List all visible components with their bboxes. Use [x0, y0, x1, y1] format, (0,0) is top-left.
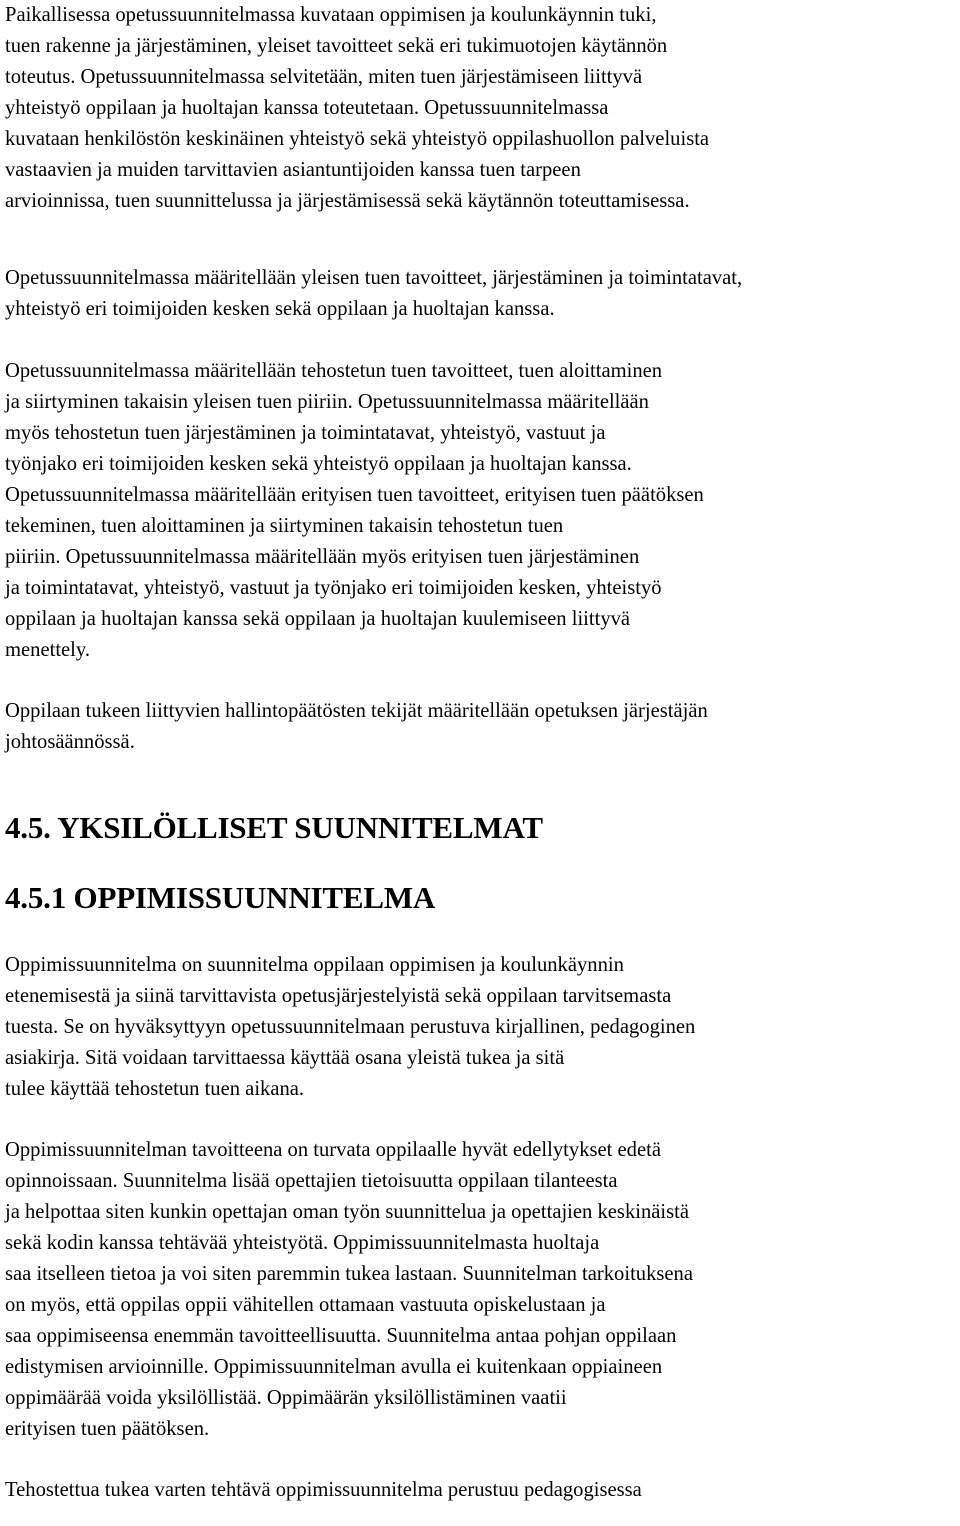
text-line: menettely. — [5, 639, 91, 661]
text-line: sekä kodin kanssa tehtävää yhteistyötä. Oppimissuunnitelmasta huoltaja — [5, 1232, 600, 1254]
text-line: oppilaan ja huoltajan kanssa sekä oppilaan ja huoltajan kuulemiseen liittyvä — [5, 608, 631, 630]
section-spacer — [5, 846, 957, 880]
text-line: Tehostettua tukea varten tehtävä oppimissuunnitelma perustuu pedagogisessa — [5, 1479, 642, 1501]
document-page — [5, 0, 957, 1506]
text-line: erityisen tuen päätöksen. — [5, 1418, 210, 1440]
text-line: Paikallisessa opetussuunnitelmassa kuvataan oppimisen ja koulunkäynnin tuki, — [5, 4, 657, 26]
text-line: asiakirja. Sitä voidaan tarvittaessa käyttää osana yleistä tukea ja sitä — [5, 1047, 565, 1069]
text-line: tuesta. Se on hyväksyttyyn opetussuunnitelmaan perustuva kirjallinen, pedagoginen — [5, 1016, 696, 1038]
text-line: arvioinnissa, tuen suunnittelussa ja järjestämisessä sekä käytännön toteuttamisessa. — [5, 190, 690, 212]
paragraph-intensified-plan — [5, 1475, 957, 1506]
text-line: edistymisen arvioinnille. Oppimissuunnitelman avulla ei kuitenkaan oppiaineen — [5, 1356, 663, 1378]
text-line: Opetussuunnitelmassa määritellään yleisen tuen tavoitteet, järjestäminen ja toimintatavat, — [5, 267, 743, 289]
text-line: työnjako eri toimijoiden kesken sekä yhteistyö oppilaan ja huoltajan kanssa. — [5, 453, 632, 475]
text-line: Opetussuunnitelmassa määritellään erityisen tuen tavoitteet, erityisen tuen päätöksen — [5, 484, 704, 506]
text-line: johtosäännössä. — [5, 731, 135, 753]
text-line: tekeminen, tuen aloittaminen ja siirtyminen takaisin tehostetun tuen — [5, 515, 564, 537]
paragraph-intensified-special-support — [5, 356, 957, 666]
text-line: piiriin. Opetussuunnitelmassa määritellään myös erityisen tuen järjestäminen — [5, 546, 640, 568]
paragraph-spacer — [5, 217, 957, 263]
text-line: Oppilaan tukeen liittyvien hallintopäätösten tekijät määritellään opetuksen järjestäjän — [5, 700, 708, 722]
text-line: ja siirtyminen takaisin yleisen tuen piiriin. Opetussuunnitelmassa määritellään — [5, 391, 649, 413]
paragraph-spacer — [5, 666, 957, 696]
text-line: on myös, että oppilas oppii vähitellen ottamaan vastuuta opiskelustaan ja — [5, 1294, 606, 1316]
text-line: Oppimissuunnitelman tavoitteena on turvata oppilaalle hyvät edellytykset edetä — [5, 1139, 661, 1161]
text-line: toteutus. Opetussuunnitelmassa selvitetään, miten tuen järjestämiseen liittyvä — [5, 66, 643, 88]
text-line: saa itselleen tietoa ja voi siten paremmin tukea lastaan. Suunnitelman tarkoituksena — [5, 1263, 693, 1285]
text-line: vastaavien ja muiden tarvittavien asiantuntijoiden kanssa tuen tarpeen — [5, 159, 581, 181]
subsection-heading: 4.5.1 OPPIMISSUUNNITELMA — [5, 880, 436, 915]
text-line: yhteistyö eri toimijoiden kesken sekä oppilaan ja huoltajan kanssa. — [5, 298, 555, 320]
text-line: yhteistyö oppilaan ja huoltajan kanssa toteutetaan. Opetussuunnitelmassa — [5, 97, 609, 119]
paragraph-spacer — [5, 325, 957, 356]
paragraph-spacer — [5, 1105, 957, 1135]
text-line: Opetussuunnitelmassa määritellään tehostetun tuen tavoitteet, tuen aloittaminen — [5, 360, 663, 382]
paragraph-general-support — [5, 263, 957, 325]
text-line: myös tehostetun tuen järjestäminen ja toimintatavat, yhteistyö, vastuut ja — [5, 422, 606, 444]
paragraph-learning-plan-goals — [5, 1135, 957, 1445]
section-spacer — [5, 916, 957, 950]
text-line: oppimäärää voida yksilöllistää. Oppimäärän yksilöllistäminen vaatii — [5, 1387, 567, 1409]
text-line: saa oppimiseensa enemmän tavoitteellisuutta. Suunnitelma antaa pohjan oppilaan — [5, 1325, 677, 1347]
text-line: tuen rakenne ja järjestäminen, yleiset tavoitteet sekä eri tukimuotojen käytännön — [5, 35, 668, 57]
paragraph-spacer — [5, 1445, 957, 1475]
text-line: Oppimissuunnitelma on suunnitelma oppilaan oppimisen ja koulunkäynnin — [5, 954, 624, 976]
text-line: ja helpottaa siten kunkin opettajan oman työn suunnittelua ja opettajien keskinäistä — [5, 1201, 689, 1223]
paragraph-support-overview — [5, 0, 957, 217]
text-line: ja toimintatavat, yhteistyö, vastuut ja työnjako eri toimijoiden kesken, yhteistyö — [5, 577, 662, 599]
text-line: etenemisestä ja siinä tarvittavista opetusjärjestelyistä sekä oppilaan tarvitsemasta — [5, 985, 672, 1007]
section-spacer — [5, 758, 957, 810]
paragraph-learning-plan-definition — [5, 950, 957, 1105]
section-heading: 4.5. YKSILÖLLISET SUUNNITELMAT — [5, 810, 543, 845]
text-line: kuvataan henkilöstön keskinäinen yhteistyö sekä yhteistyö oppilashuollon palveluista — [5, 128, 710, 150]
text-line: opinnoissaan. Suunnitelma lisää opettajien tietoisuutta oppilaan tilanteesta — [5, 1170, 618, 1192]
paragraph-administrative-decisions — [5, 696, 957, 758]
text-line: tulee käyttää tehostetun tuen aikana. — [5, 1078, 305, 1100]
